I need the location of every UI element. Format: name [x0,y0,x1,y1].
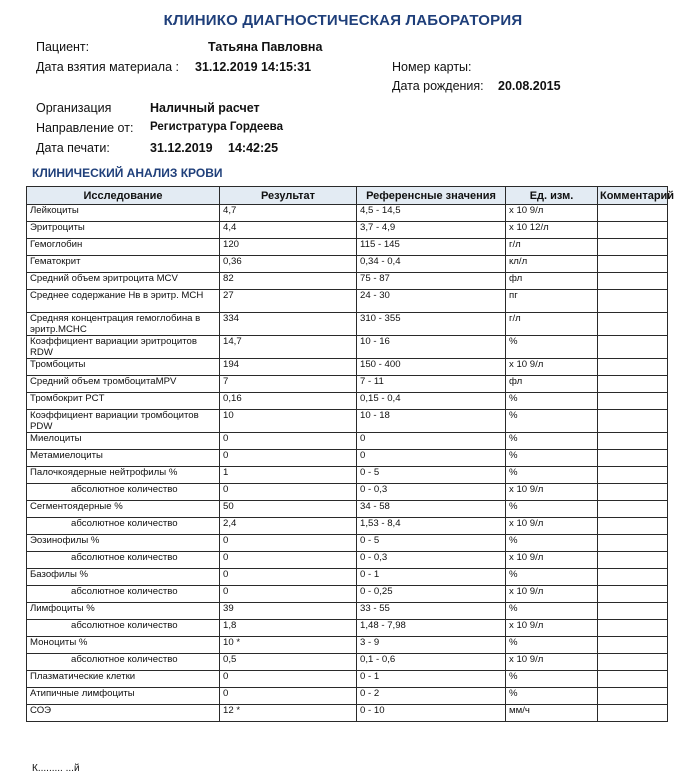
cell-comment [598,336,668,359]
cell-unit: % [506,450,598,467]
cell-unit: % [506,393,598,410]
cell-test: Коэффициент вариации тромбоцитов PDW [27,410,220,433]
cell-test: Гематокрит [27,256,220,273]
cell-unit: х 10 9/л [506,586,598,603]
table-row [27,671,668,688]
card-number-label: Номер карты: [392,60,472,74]
table-row [27,654,668,671]
table-row [27,484,668,501]
table-row [27,603,668,620]
cell-comment [598,637,668,654]
cell-test: Тромбокрит PCT [27,393,220,410]
cell-unit: % [506,603,598,620]
birth-date: 20.08.2015 [498,79,561,93]
cell-unit: х 10 9/л [506,359,598,376]
cell-result: 10 [220,410,357,433]
cell-reference: 34 - 58 [357,501,506,518]
cell-reference: 3,7 - 4,9 [357,222,506,239]
cell-test: абсолютное количество [27,484,220,501]
cell-reference: 0 - 1 [357,671,506,688]
table-row [27,410,668,433]
header-test: Исследование [27,187,220,205]
cell-result: 0 [220,552,357,569]
cell-reference: 10 - 18 [357,410,506,433]
cell-test: СОЭ [27,705,220,722]
print-time: 14:42:25 [228,141,279,155]
cell-result: 0 [220,484,357,501]
cell-unit: кл/л [506,256,598,273]
cell-result: 39 [220,603,357,620]
table-row [27,222,668,239]
cell-comment [598,552,668,569]
table-row [27,239,668,256]
cell-unit: % [506,569,598,586]
table-row [27,620,668,637]
section-title: КЛИНИЧЕСКИЙ АНАЛИЗ КРОВИ [32,166,223,180]
cell-test: Метамиелоциты [27,450,220,467]
cell-unit: х 10 9/л [506,518,598,535]
cell-result: 0,5 [220,654,357,671]
cell-result: 14,7 [220,336,357,359]
cell-unit: х 10 9/л [506,654,598,671]
cell-reference: 0 - 5 [357,467,506,484]
cell-result: 0,16 [220,393,357,410]
cell-reference: 0 - 0,3 [357,484,506,501]
cell-reference: 0,34 - 0,4 [357,256,506,273]
table-row [27,273,668,290]
print-date-label: Дата печати: [36,141,110,155]
cell-result: 1 [220,467,357,484]
cell-result: 4,7 [220,205,357,222]
cell-unit: % [506,467,598,484]
cell-comment [598,222,668,239]
cell-result: 1,8 [220,620,357,637]
cell-comment [598,273,668,290]
cell-result: 120 [220,239,357,256]
cell-unit: х 10 12/л [506,222,598,239]
cell-comment [598,569,668,586]
cell-reference: 0 - 5 [357,535,506,552]
cell-comment [598,654,668,671]
organization-label: Организация [36,101,112,115]
table-row [27,569,668,586]
lab-title: КЛИНИКО ДИАГНОСТИЧЕСКАЯ ЛАБОРАТОРИЯ [163,12,523,29]
cell-result: 0 [220,450,357,467]
cell-comment [598,484,668,501]
cell-reference: 310 - 355 [357,313,506,336]
cell-reference: 1,53 - 8,4 [357,518,506,535]
cell-unit: х 10 9/л [506,484,598,501]
results-table [26,186,675,722]
cell-comment [598,450,668,467]
cell-unit: % [506,410,598,433]
referral: Регистратура Гордеева [150,121,283,133]
cell-reference: 0 - 0,25 [357,586,506,603]
table-row [27,535,668,552]
cell-test: абсолютное количество [27,620,220,637]
cell-unit: % [506,433,598,450]
print-date: 31.12.2019 [150,141,213,155]
cell-unit: мм/ч [506,705,598,722]
cell-reference: 0 - 0,3 [357,552,506,569]
cell-test: Средний объем эритроцита MCV [27,273,220,290]
cell-reference: 0 - 10 [357,705,506,722]
cell-result: 7 [220,376,357,393]
cell-unit: фл [506,273,598,290]
cell-result: 27 [220,290,357,313]
cell-result: 2,4 [220,518,357,535]
table-row [27,336,668,359]
table-row [27,359,668,376]
cell-comment [598,535,668,552]
table-row [27,433,668,450]
cell-comment [598,620,668,637]
table-row [27,450,668,467]
cell-test: Средний объем тромбоцитаMPV [27,376,220,393]
sample-date-label: Дата взятия материала : [36,60,179,74]
cell-comment [598,705,668,722]
cell-test: Атипичные лимфоциты [27,688,220,705]
cell-test: Гемоглобин [27,239,220,256]
table-row [27,637,668,654]
cell-reference: 10 - 16 [357,336,506,359]
cell-comment [598,410,668,433]
header-unit: Ед. изм. [506,187,598,205]
organization: Наличный расчет [150,101,260,115]
cell-comment [598,290,668,313]
cell-comment [598,393,668,410]
cell-reference: 0,1 - 0,6 [357,654,506,671]
table-row [27,552,668,569]
table-row [27,376,668,393]
cell-reference: 7 - 11 [357,376,506,393]
cell-comment [598,671,668,688]
cell-reference: 150 - 400 [357,359,506,376]
cell-result: 50 [220,501,357,518]
cell-unit: % [506,688,598,705]
cell-reference: 1,48 - 7,98 [357,620,506,637]
cell-comment [598,256,668,273]
cell-unit: фл [506,376,598,393]
cell-comment [598,239,668,256]
cell-comment [598,688,668,705]
cell-reference: 0 [357,433,506,450]
table-row [27,501,668,518]
cell-result: 12 * [220,705,357,722]
cell-comment [598,518,668,535]
patient-label: Пациент: [36,40,90,54]
cell-unit: % [506,501,598,518]
cell-test: Моноциты % [27,637,220,654]
cell-result: 0 [220,433,357,450]
cell-test: Лейкоциты [27,205,220,222]
cell-test: Миелоциты [27,433,220,450]
cell-test: абсолютное количество [27,654,220,671]
cell-test: Плазматические клетки [27,671,220,688]
birth-date-label: Дата рождения: [392,79,484,93]
table-row [27,518,668,535]
table-row [27,313,668,336]
cell-comment [598,467,668,484]
cell-unit: % [506,671,598,688]
cell-result: 334 [220,313,357,336]
cell-comment [598,603,668,620]
cell-reference: 0,15 - 0,4 [357,393,506,410]
cell-reference: 33 - 55 [357,603,506,620]
cell-test: Эозинофилы % [27,535,220,552]
cell-test: Палочкоядерные нейтрофилы % [27,467,220,484]
cell-result: 0,36 [220,256,357,273]
cell-test: Сегментоядерные % [27,501,220,518]
cell-unit: х 10 9/л [506,620,598,637]
cell-unit: % [506,637,598,654]
cell-result: 0 [220,569,357,586]
cell-comment [598,376,668,393]
cell-test: Среднее содержание Нв в эритр. МСН [27,290,220,313]
cell-result: 0 [220,535,357,552]
cell-unit: г/л [506,239,598,256]
cell-reference: 0 - 1 [357,569,506,586]
cell-test: Коэффициент вариации эритроцитов RDW [27,336,220,359]
header-reference: Референсные значения [357,187,506,205]
cell-reference: 75 - 87 [357,273,506,290]
table-row [27,586,668,603]
cell-reference: 0 - 2 [357,688,506,705]
table-row [27,467,668,484]
table-row [27,688,668,705]
table-header-row [27,187,668,205]
cell-result: 0 [220,688,357,705]
patient-name: Татьяна Павловна [208,40,323,54]
cell-result: 82 [220,273,357,290]
cell-test: Средняя концентрация гемоглобина в эритр.МСНС [27,313,220,336]
cell-result: 0 [220,671,357,688]
cell-reference: 24 - 30 [357,290,506,313]
header-comment: Комментарий [598,187,668,205]
cell-reference: 3 - 9 [357,637,506,654]
cell-result: 10 * [220,637,357,654]
cell-result: 0 [220,586,357,603]
cell-unit: пг [506,290,598,313]
cell-unit: х 10 9/л [506,552,598,569]
cell-test: абсолютное количество [27,586,220,603]
cell-comment [598,501,668,518]
cell-test: Эритроциты [27,222,220,239]
cell-test: Базофилы % [27,569,220,586]
cell-comment [598,205,668,222]
cell-comment [598,313,668,336]
cell-comment [598,359,668,376]
header-result: Результат [220,187,357,205]
cell-test: абсолютное количество [27,518,220,535]
referral-label: Направление от: [36,121,134,135]
cell-test: Тромбоциты [27,359,220,376]
cell-result: 194 [220,359,357,376]
cell-reference: 4,5 - 14,5 [357,205,506,222]
cell-unit: х 10 9/л [506,205,598,222]
sample-date: 31.12.2019 14:15:31 [195,60,312,74]
cell-comment [598,433,668,450]
table-row [27,290,668,313]
cell-comment [598,586,668,603]
table-row [27,393,668,410]
cell-reference: 115 - 145 [357,239,506,256]
cell-unit: % [506,535,598,552]
table-row [27,705,668,722]
cell-unit: г/л [506,313,598,336]
cell-result: 4,4 [220,222,357,239]
cell-reference: 0 [357,450,506,467]
table-row [27,205,668,222]
cell-test: абсолютное количество [27,552,220,569]
cell-test: Лимфоциты % [27,603,220,620]
table-row [27,256,668,273]
cell-unit: % [506,336,598,359]
footer-fragment: К......... ...й [32,763,80,774]
